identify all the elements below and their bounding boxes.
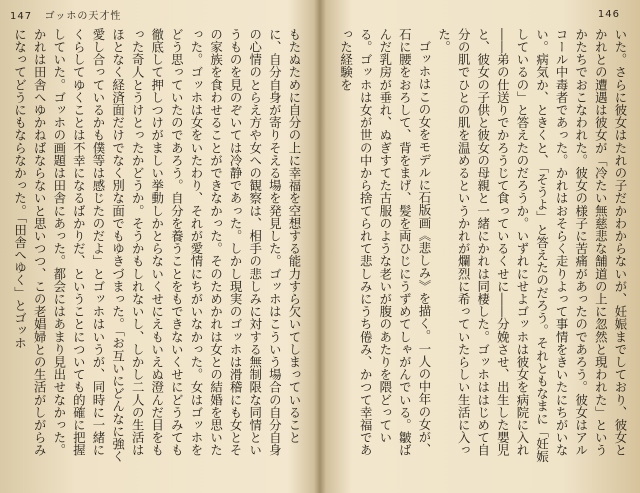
right-page-header: [598, 7, 628, 20]
right-paragraph-1: いた。さらに彼女はたれの子だかわからないが、妊娠までしており、彼女とかれとの遭遇は彼女が「冷たい無慈悲な舗道の上に忽然と現われた」というかたちでおこなわれた。彼女の様子に苦痛があったのであろう。彼女はアルコール中毒者であった。かれはおそらく走りよって事情をきいたにちがいない。病気か、ときくと、「そうよ」と答えたのだろう。それともなまに「妊娠しているの」と答えたのだろうか。いずれにせよゴッホは彼女を病院に入れ――弟の仕送りでかろうじて食っているくせに――分娩させ、出生した嬰児と、彼女の子供と彼女の母親と一緒にかれは同棲した。ゴッホははじめて自分の肌でひとの肌を温めるというかれが爛烈に希っていたらしい生活に入った。: [436, 28, 628, 463]
right-paragraph-2: ゴッホはこの女をモデルに石版画《悲しみ》を描く。一人の中年の女が、石に腰をおろして、背をまげ、髪を両ひじにうずめてしゃがんでいる。皺ばんだ乳房が垂れ、ぬぎすてた古服のような老いが腹のあたりを隈どっている。ゴッホは女が世の中から捨てられて悲しみにうち倦み、かつて幸福であった経験を: [338, 28, 432, 457]
left-page-number: 147: [10, 11, 33, 22]
right-page-text: [336, 28, 630, 468]
book-gutter: [314, 0, 326, 493]
left-running-title: ゴッホの天才性: [44, 11, 122, 22]
left-paragraph-1: もたぬために自分の上に幸福を空想する能力すら欠いてしまっていることに、自分自身が寄りそえる場を発見した。ゴッホはこういう場合の自分自身の心情のとらえ方や女への観察は、相手の悲しみに対する無制限な同情というものを見のぞいては冷静であった。しかし現実のゴッホは滑稽にも女とその家族を食わせることができなかった。そのためかれは女との結婚を思いたった。ゴッホは女をいたわり、それが愛情にちがいなかった。女はゴッホをどう思っていたのであろう。自分を養うことをもできないくせにどうみても徹底して押しつけがましい挙動しかとらないくせにえもいえぬ澄んだ目をもった奇人とうけとったかどうか。そうかもしれないし、しかし二人の生活はほとなく経済面だけでなく別な面でもゆきづまった。「お互いにどんなに強く愛し合っているかも僕等は感じたのだよ」とゴッホはいうが、同時に一緒にくらしてゆくことは不幸になるばかりだ、ということについても的確に把握していた。ゴッホの画題は田舎にあった。都会にはあまり見出せなかった。かれは田舎へゆかねばならないと思いつつ、この老娼婦との生活がしがらみになってどうにもならなかった。「田舎へゆく」とゴッホ: [12, 28, 302, 463]
right-page: [336, 28, 630, 468]
left-page-header: [10, 7, 121, 22]
left-page-text: [10, 28, 304, 468]
left-page: [10, 28, 306, 468]
right-page-number: 146: [597, 9, 620, 20]
